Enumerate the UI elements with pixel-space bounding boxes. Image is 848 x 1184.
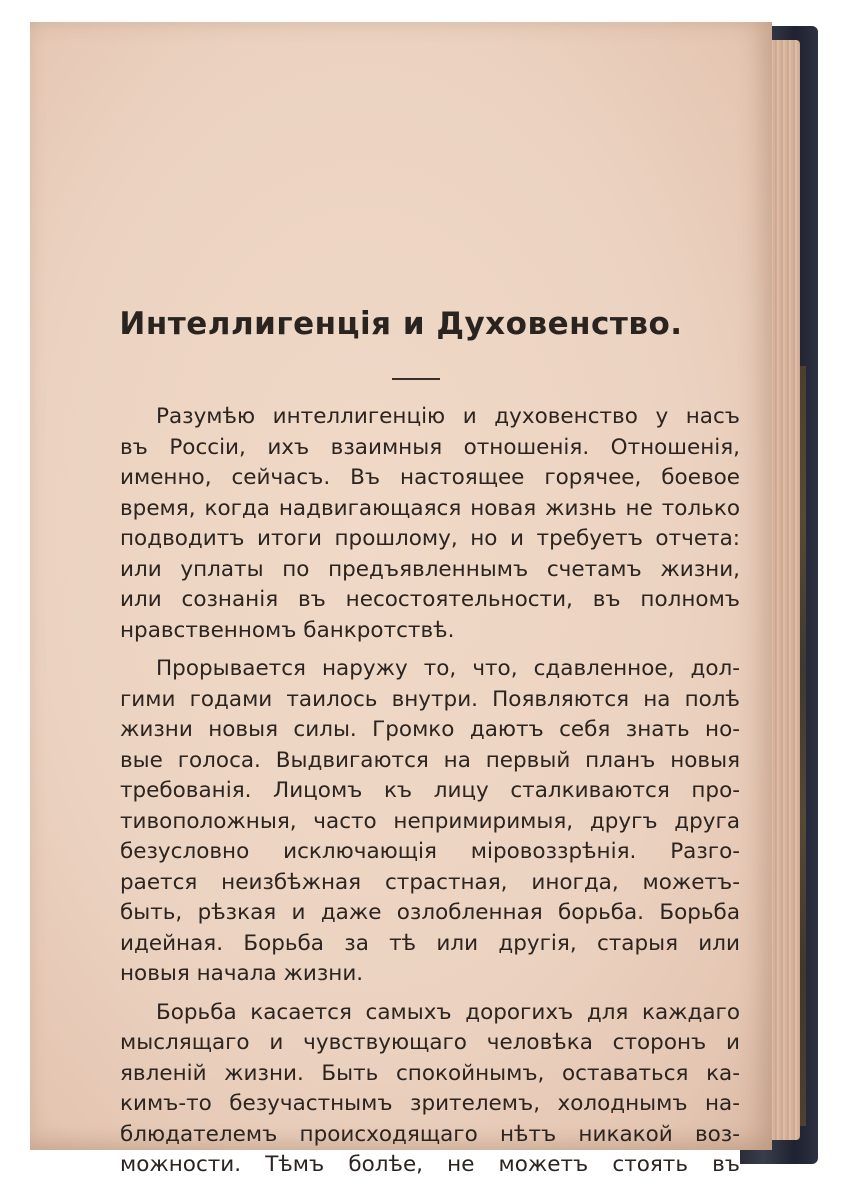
text-line: жизни новыя силы. Громко даютъ себя знать но-: [120, 717, 740, 742]
text-line: мыслящаго и чувствующаго человѣка сторонъ и: [120, 1030, 740, 1055]
text-line: кимъ-то безучастнымъ зрителемъ, холоднымъ на-: [120, 1091, 740, 1116]
text-line: новыя начала жизни.: [120, 961, 364, 986]
title-rule: [392, 378, 440, 380]
text-line: нравственномъ банкротствѣ.: [120, 617, 455, 643]
book-page: [30, 22, 772, 1177]
text-line: требованія. Лицомъ къ лицу сталкиваются про-: [120, 778, 740, 803]
text-line: время, когда надвигающаяся новая жизнь не только: [120, 495, 740, 521]
text-line: можности. Тѣмъ болѣе, не можетъ стоять въ: [120, 1152, 740, 1177]
text-line: гими годами таилось внутри. Появляются на полѣ: [120, 686, 740, 712]
text-line: или сознанія въ несостоятельности, въ полномъ: [120, 587, 740, 612]
text-line: рается неизбѣжная страстная, иногда, можетъ-: [120, 869, 740, 895]
text-line: явленій жизни. Быть спокойнымъ, оставаться ка-: [120, 1060, 740, 1086]
text-line: блюдателемъ происходящаго нѣтъ никакой воз-: [120, 1121, 740, 1147]
text-line: Борьба касается самыхъ дорогихъ для каждаго: [156, 999, 740, 1025]
text-line: безусловно исключающія міровоззрѣнія. Разго-: [120, 839, 740, 864]
text-line: тивоположныя, часто непримиримыя, другъ друга: [120, 808, 740, 834]
text-line: Разумѣю интеллигенцію и духовенство у насъ: [156, 404, 740, 429]
text-line: или уплаты по предъявленнымъ счетамъ жизни,: [120, 556, 740, 582]
text-line: идейная. Борьба за тѣ или другія, старыя или: [120, 930, 740, 956]
text-line: вые голоса. Выдвигаются на первый планъ новыя: [120, 747, 740, 773]
text-line: подводитъ итоги прошлому, но и требуетъ отчета:: [120, 526, 740, 551]
text-line: въ Россіи, ихъ взаимныя отношенія. Отношенія,: [120, 434, 740, 460]
body-text: [120, 402, 740, 1181]
text-line: быть, рѣзкая и даже озлобленная борьба. Борьба: [120, 900, 740, 925]
text-line: Прорывается наружу то, что, сдавленное, дол-: [156, 656, 740, 681]
chapter-title: Интеллигенція и Духовенство.: [119, 306, 683, 342]
text-line: именно, сейчасъ. Въ настоящее горячее, боевое: [120, 465, 740, 490]
